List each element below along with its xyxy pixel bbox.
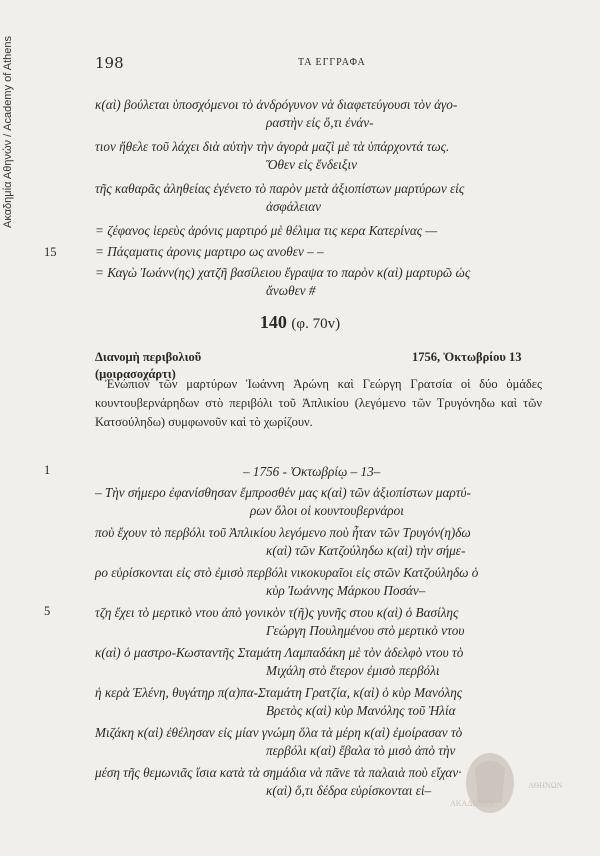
document-subject-note: (μοιρασοχάρτι) bbox=[95, 367, 176, 381]
document-number: 140 bbox=[259, 312, 287, 332]
text-line: κ(αὶ) βούλεται ὑποσχόμενοι τὸ ἀνδρόγυνον νὰ διαφετεύγουσι τὸν ἀγο- bbox=[95, 97, 458, 112]
text-line: ποὺ ἔχουν τὸ περβόλι τοῦ Ἀπλικίου λεγόμενο ποὺ ἦταν τῶν Τρυγόν(η)δω bbox=[95, 525, 471, 540]
document-subject: Διανομὴ περιβολιοῦ bbox=[95, 350, 202, 364]
academy-stamp-logo bbox=[430, 748, 590, 823]
text-line: τῆς καθαρᾶς ἀληθείας ἐγένετο τὸ παρὸν μετὰ ἀξιοπίστων μαρτύρων εἰς bbox=[95, 181, 465, 196]
text-line: ἡ κερὰ Ἑλένη, θυγάτηρ π(α)πα-Σταμάτη Γρατζία, κ(αὶ) ὁ κὺρ Μανόλης bbox=[95, 685, 463, 700]
text-line: – Τὴν σήμερο ἐφανίσθησαν ἔμπροσθέν μας κ(αὶ) τῶν ἀξιοπίστων μαρτύ- bbox=[95, 485, 471, 500]
text-line: Ὅθεν εἰς ἔνδειξιν bbox=[266, 157, 357, 172]
document-summary: Ἐνώπιον τῶν μαρτύρων Ἰωάννη Ἀρώνη καὶ Γεώργη Γρατσία οἱ δύο ὁμάδες κουντουβερνάρηδων στὸ περιβόλι τοῦ Ἀπλικίου (λεγόμενο τῶν Τρυγόνηδω καὶ τῶν Κατσούληδω) συμφωνοῦν καὶ τὸ χωρίζουν. bbox=[95, 377, 542, 429]
text-line: μέση τῆς θεμωνιᾶς ἴσια κατὰ τὰ σημάδια νὰ πᾶνε τὰ παλαιὰ ποὺ εἴχαν· bbox=[95, 765, 462, 780]
text-line: τιον ἤθελε τοῦ λάχει διὰ αὐτὴν τὴν ἀγορὰ μαζὶ μὲ τὰ ὑπάρχοντά τως. bbox=[95, 139, 450, 154]
text-line: κ(αὶ) ὅ,τι δέδρα εὑρίσκονται εἰ– bbox=[266, 783, 432, 798]
text-line: = Πάςαματις ἀρονις μαρτιρο ως ανοθεν – – bbox=[95, 244, 324, 259]
text-line: ἀσφάλειαν bbox=[266, 199, 321, 214]
svg-text:ΑΚΑΔΗΜΙΑ: ΑΚΑΔΗΜΙΑ bbox=[450, 799, 494, 808]
text-line: ἄνωθεν # bbox=[266, 283, 316, 298]
text-line: – 1756 - Ὀκτωβρίῳ – 13– bbox=[243, 464, 381, 479]
document-title bbox=[0, 312, 600, 333]
page-number: 198 bbox=[95, 54, 124, 72]
text-line: ραστὴν εἰς ὅ,τι ἐνάν- bbox=[266, 115, 374, 130]
text-line: κ(αὶ) τῶν Κατζούληδω κ(αὶ) τὴν σήμε- bbox=[266, 543, 466, 558]
line-number: 1 bbox=[44, 463, 51, 477]
text-line: Μιχάλη στὸ ἕτερον ἐμισὸ περβόλι bbox=[266, 663, 440, 678]
document-date: 1756, Ὀκτωβρίου 13 bbox=[412, 350, 522, 364]
text-line: ρο εὑρίσκονται εἰς στὸ ἐμισὸ περβόλι νικοκυραῖοι εἰς στῶν Κατζούληδω ὁ bbox=[95, 565, 479, 580]
text-line: κ(αὶ) ὁ μαστρο-Κωσταντῆς Σταμάτη Λαμπαδάκη μὲ τὸν ἀδελφὸ ντου τὸ bbox=[95, 645, 464, 660]
text-line: κὺρ Ἰωάννης Μάρκου Ποσάν– bbox=[266, 583, 426, 598]
text-line: περβόλι κ(αὶ) ἔβαλα τὸ μισὸ ἀπὸ τὴν bbox=[266, 743, 456, 758]
text-line: = ζέφανος ἱερεὺς ἀρόνις μαρτιρό μὲ θέλιμα τις κερα Κατερίνας — bbox=[95, 223, 438, 238]
svg-text:ΑΘΗΝΩΝ: ΑΘΗΝΩΝ bbox=[528, 781, 563, 790]
text-line: = Καγὼ Ἰωάνν(ης) χατζῆ βασίλειου ἔγραψα το παρὸν κ(αὶ) μαρτυρῶ ὡς bbox=[95, 265, 471, 280]
text-line: τζη ἔχει τὸ μερτικὸ ντου ἀπὸ γονικὸν τ(ῆ)ς γυνῆς στου κ(αὶ) ὁ Βασίλης bbox=[95, 605, 459, 620]
side-watermark-text: Ακαδημία Αθηνών / Academy of Athens bbox=[2, 36, 14, 229]
text-line: Γεώργη Πουλημένου στὸ μερτικὸ ντου bbox=[266, 623, 465, 638]
text-line: ρων ὅλοι οἱ κουντουβερνάροι bbox=[250, 503, 404, 518]
line-number: 15 bbox=[44, 245, 57, 259]
text-line: Βρετὸς κ(αὶ) κὺρ Μανόλης τοῦ Ἠλία bbox=[266, 703, 456, 718]
text-line: Μιζάκη κ(αὶ) ἐθέλησαν εἰς μίαν γνώμη ὅλα τὰ μέρη κ(αὶ) ἐμοίρασαν τὸ bbox=[95, 725, 463, 740]
running-head: ΤΑ ΕΓΓΡΑΦΑ bbox=[298, 57, 366, 68]
page-header bbox=[0, 54, 600, 74]
line-number: 5 bbox=[44, 604, 51, 618]
document-folio: (φ. 70v) bbox=[291, 316, 341, 332]
